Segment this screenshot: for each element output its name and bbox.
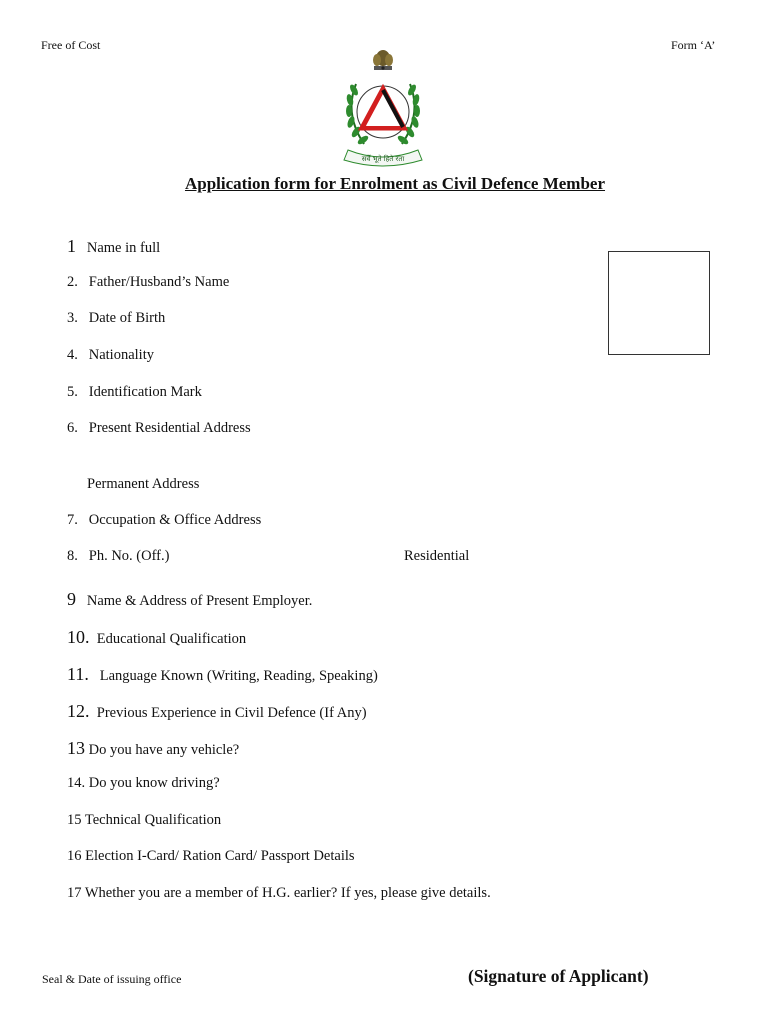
field-label: Nationality [88, 347, 154, 363]
field-number: 8. [67, 548, 78, 564]
field-number: 6. [67, 420, 78, 436]
motto-ribbon-icon [344, 150, 422, 166]
field-label: Language Known (Writing, Reading, Speaking) [99, 668, 378, 684]
field-number: 7. [67, 512, 78, 528]
field-number: 14. [67, 775, 86, 791]
field-16 [67, 848, 355, 865]
field-12 [67, 701, 367, 722]
field-label: Educational Qualification [96, 631, 247, 647]
field-11 [67, 664, 378, 685]
field-number: 11. [67, 664, 89, 684]
emblem-motto: सर्वे भूते हिते रता [361, 155, 405, 163]
field-5 [67, 384, 202, 401]
civil-defence-emblem-icon [334, 44, 432, 168]
field-2 [67, 274, 229, 291]
field-label: Do you have any vehicle? [88, 742, 240, 758]
field-1 [67, 236, 160, 257]
field-7 [67, 512, 261, 529]
field-label: Previous Experience in Civil Defence (If Any) [96, 705, 367, 721]
field-17 [67, 885, 491, 902]
field-label: Name in full [86, 240, 161, 256]
field-number: 15 [67, 812, 82, 828]
form-title: Application form for Enrolment as Civil Defence Member [184, 174, 606, 193]
field-number: 10. [67, 627, 90, 647]
field-label: Present Residential Address [88, 420, 251, 436]
field-number: 2. [67, 274, 78, 290]
field-9 [67, 589, 312, 610]
field-6 [67, 420, 251, 437]
field-4 [67, 347, 154, 364]
form-label: Form ‘A’ [671, 38, 716, 52]
field-number: 17 [67, 885, 82, 901]
lion-capital-icon [373, 50, 393, 70]
field-label: Identification Mark [88, 384, 202, 400]
photo-placeholder-box [608, 251, 710, 355]
field-label: Date of Birth [88, 310, 166, 326]
free-of-cost-note: Free of Cost [41, 38, 101, 52]
field-label: Whether you are a member of H.G. earlier? If yes, please give details. [84, 885, 491, 901]
field-13 [67, 738, 239, 759]
field-label: Election I-Card/ Ration Card/ Passport Details [85, 848, 355, 864]
field-label: Father/Husband’s Name [88, 274, 230, 290]
field-8-residential: Residential [404, 548, 470, 564]
field-number: 3. [67, 310, 78, 326]
field-number: 1 [67, 236, 76, 256]
field-number: 5. [67, 384, 78, 400]
field-permanent-address [87, 476, 199, 493]
field-number: 16 [67, 848, 82, 864]
field-label: Occupation & Office Address [88, 512, 262, 528]
field-number: 9 [67, 589, 76, 609]
field-label: Technical Qualification [84, 812, 222, 828]
field-8 [67, 548, 169, 565]
field-label: Ph. No. (Off.) [88, 548, 170, 564]
field-number: 13 [67, 738, 85, 758]
field-14 [67, 775, 220, 792]
field-15 [67, 812, 221, 829]
field-3 [67, 310, 165, 327]
field-number: 12. [67, 701, 90, 721]
seal-date-note: Seal & Date of issuing office [42, 972, 182, 986]
field-10 [67, 627, 246, 648]
field-label: Do you know driving? [88, 775, 220, 791]
field-number: 4. [67, 347, 78, 363]
signature-label: (Signature of Applicant) [468, 966, 649, 986]
field-label: Name & Address of Present Employer. [86, 593, 313, 609]
field-label: Permanent Address [87, 476, 200, 492]
